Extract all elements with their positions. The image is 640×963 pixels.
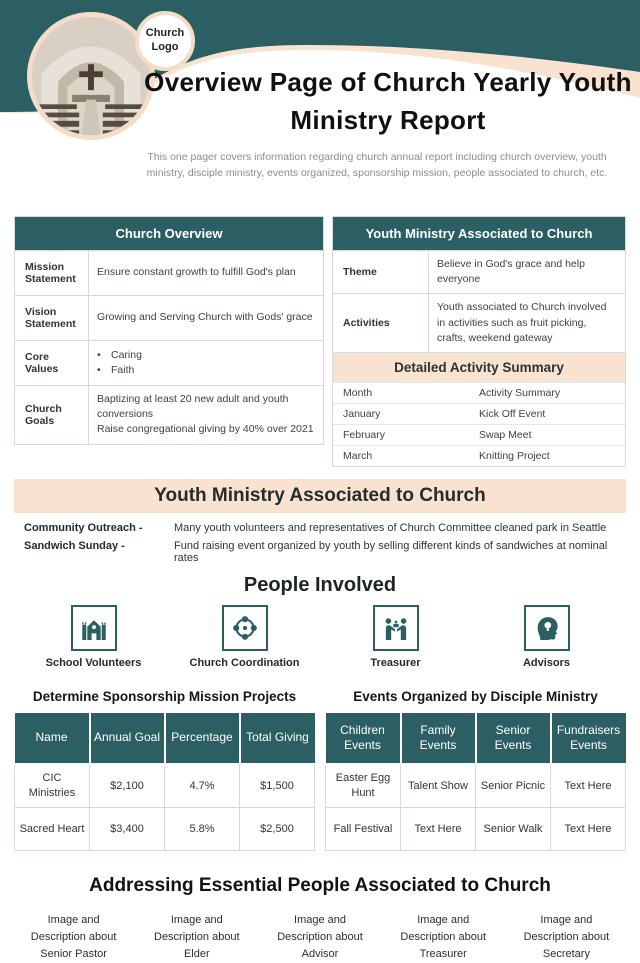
church-coordination-label: Church Coordination bbox=[189, 657, 300, 670]
events-title: Events Organized by Disciple Ministry bbox=[353, 689, 598, 705]
advisors-icon bbox=[524, 605, 570, 651]
summary-month: January bbox=[343, 408, 381, 421]
vision-statement-label: Vision Statement bbox=[15, 296, 89, 340]
page-header bbox=[0, 0, 640, 200]
list-item bbox=[24, 540, 626, 564]
church-goal-item: Raise congregational giving by 40% over 2021 bbox=[97, 423, 314, 436]
page-title-line1: Overview Page of Church Yearly Youth bbox=[144, 67, 632, 97]
activities-label: Activities bbox=[333, 294, 429, 352]
table-row bbox=[15, 340, 323, 385]
church-overview-header: Church Overview bbox=[15, 217, 323, 250]
sandwich-sunday-label: Sandwich Sunday - bbox=[24, 540, 125, 553]
page-title-line2: Ministry Report bbox=[290, 104, 486, 135]
table-row bbox=[326, 808, 626, 851]
column-header: Children Events bbox=[326, 712, 401, 764]
youth-ministry-section-title: Youth Ministry Associated to Church bbox=[14, 479, 626, 513]
people-involved-item bbox=[169, 605, 320, 669]
community-outreach-text: Many youth volunteers and representatives of Church Committee cleaned park in Seattle bbox=[174, 522, 607, 535]
table-cell: Sacred Heart bbox=[15, 808, 90, 851]
people-involved-icons bbox=[0, 605, 640, 669]
summary-activity: Activity Summary bbox=[479, 387, 561, 400]
table-cell: Senior Walk bbox=[476, 808, 551, 851]
church-overview-table bbox=[14, 216, 324, 445]
table-cell: 5.8% bbox=[165, 808, 240, 851]
people-involved-item bbox=[471, 605, 622, 669]
table-cell: Fall Festival bbox=[326, 808, 401, 851]
table-row bbox=[326, 764, 626, 808]
table-cell: Senior Picnic bbox=[476, 764, 551, 808]
church-logo-badge bbox=[135, 11, 195, 71]
church-goal-item: Baptizing at least 20 new adult and youth conversions bbox=[97, 393, 289, 421]
column-header: Annual Goal bbox=[90, 712, 165, 764]
mission-statement-label: Mission Statement bbox=[15, 251, 89, 295]
essential-person-secretary: Image and Description about Secretary bbox=[523, 914, 610, 961]
table-row bbox=[15, 764, 315, 808]
column-header: Total Giving bbox=[240, 712, 315, 764]
summary-month: Month bbox=[343, 387, 373, 400]
sponsorship-block bbox=[14, 689, 315, 851]
activities-value: Youth associated to Church involved in activities such as fruit picking, crafts, weekend gateway bbox=[437, 301, 607, 344]
youth-ministry-table bbox=[332, 216, 626, 467]
table-cell: CIC Ministries bbox=[15, 764, 90, 808]
table-cell: $2,100 bbox=[90, 764, 165, 808]
theme-value: Believe in God's grace and help everyone bbox=[437, 258, 585, 286]
summary-row bbox=[333, 403, 625, 424]
table-cell: Talent Show bbox=[401, 764, 476, 808]
church-interior-illustration bbox=[32, 17, 150, 135]
events-table bbox=[325, 711, 626, 851]
summary-month: February bbox=[343, 429, 386, 442]
table-row bbox=[15, 295, 323, 340]
overview-tables-section bbox=[0, 216, 640, 467]
treasurer-icon bbox=[373, 605, 419, 651]
table-cell: $3,400 bbox=[90, 808, 165, 851]
sponsorship-title: Determine Sponsorship Mission Projects bbox=[32, 689, 297, 705]
sponsorship-table bbox=[14, 711, 315, 851]
youth-ministry-header: Youth Ministry Associated to Church bbox=[333, 217, 625, 250]
page-subtitle: This one pager covers information regarding church annual report including church overview, youth ministry, disciple ministry, events organized, sponsorship mission, people associated to church, etc. bbox=[146, 151, 608, 180]
sandwich-sunday-text: Fund raising event organized by youth by selling different kinds of sandwiches at nominal rates bbox=[174, 540, 608, 565]
community-outreach-label: Community Outreach - bbox=[24, 522, 143, 535]
summary-activity: Knitting Project bbox=[479, 450, 550, 463]
essential-people-row bbox=[0, 912, 640, 963]
summary-activity: Swap Meet bbox=[479, 429, 532, 442]
detailed-activity-summary-header: Detailed Activity Summary bbox=[333, 352, 625, 382]
church-coordination-icon bbox=[222, 605, 268, 651]
page-title bbox=[140, 64, 636, 139]
table-cell: Text Here bbox=[551, 764, 626, 808]
summary-month: March bbox=[343, 450, 373, 463]
essential-person-treasurer: Image and Description about Treasurer bbox=[400, 914, 487, 961]
treasurer-label: Treasurer bbox=[370, 657, 421, 670]
column-header: Fundraisers Events bbox=[551, 712, 626, 764]
table-row bbox=[333, 250, 625, 293]
table-row bbox=[15, 250, 323, 295]
core-value-item: • Faith bbox=[97, 363, 315, 378]
school-volunteers-label: School Volunteers bbox=[45, 657, 142, 670]
table-cell: Easter Egg Hunt bbox=[326, 764, 401, 808]
table-row bbox=[15, 385, 323, 444]
column-header: Senior Events bbox=[476, 712, 551, 764]
list-item bbox=[24, 522, 626, 534]
vision-statement-value: Growing and Serving Church with Gods' grace bbox=[97, 311, 313, 324]
table-cell: $2,500 bbox=[240, 808, 315, 851]
summary-row bbox=[333, 424, 625, 445]
people-involved-item bbox=[18, 605, 169, 669]
essential-person-elder: Image and Description about Elder bbox=[154, 914, 240, 961]
table-header-row bbox=[326, 712, 626, 764]
mission-statement-value: Ensure constant growth to fulfill God's plan bbox=[97, 266, 296, 279]
essential-person-advisor: Image and Description about Advisor bbox=[277, 914, 363, 961]
table-header-row bbox=[15, 712, 315, 764]
theme-label: Theme bbox=[333, 251, 429, 293]
column-header: Family Events bbox=[401, 712, 476, 764]
table-cell: 4.7% bbox=[165, 764, 240, 808]
table-cell: Text Here bbox=[551, 808, 626, 851]
core-values-label: Core Values bbox=[15, 341, 89, 385]
essential-people-title: Addressing Essential People Associated to Church bbox=[89, 875, 551, 897]
table-cell: Text Here bbox=[401, 808, 476, 851]
core-values-list bbox=[89, 341, 323, 385]
summary-activity: Kick Off Event bbox=[479, 408, 546, 421]
table-row bbox=[333, 293, 625, 352]
people-involved-item bbox=[320, 605, 471, 669]
youth-ministry-items bbox=[0, 513, 640, 564]
essential-person-senior-pastor: Image and Description about Senior Pastor bbox=[30, 914, 117, 961]
column-header: Percentage bbox=[165, 712, 240, 764]
core-value-item: • Caring bbox=[97, 348, 315, 363]
events-block bbox=[325, 689, 626, 851]
column-header: Name bbox=[15, 712, 90, 764]
church-goals-label: Church Goals bbox=[15, 386, 89, 444]
summary-row bbox=[333, 445, 625, 466]
school-volunteers-icon bbox=[71, 605, 117, 651]
church-logo-label: Church Logo bbox=[145, 27, 185, 53]
table-row bbox=[15, 808, 315, 851]
table-cell: $1,500 bbox=[240, 764, 315, 808]
advisors-label: Advisors bbox=[522, 657, 571, 670]
church-goals-list bbox=[89, 386, 323, 444]
summary-row bbox=[333, 382, 625, 403]
people-involved-title: People Involved bbox=[243, 574, 397, 597]
bottom-tables-section bbox=[0, 689, 640, 851]
